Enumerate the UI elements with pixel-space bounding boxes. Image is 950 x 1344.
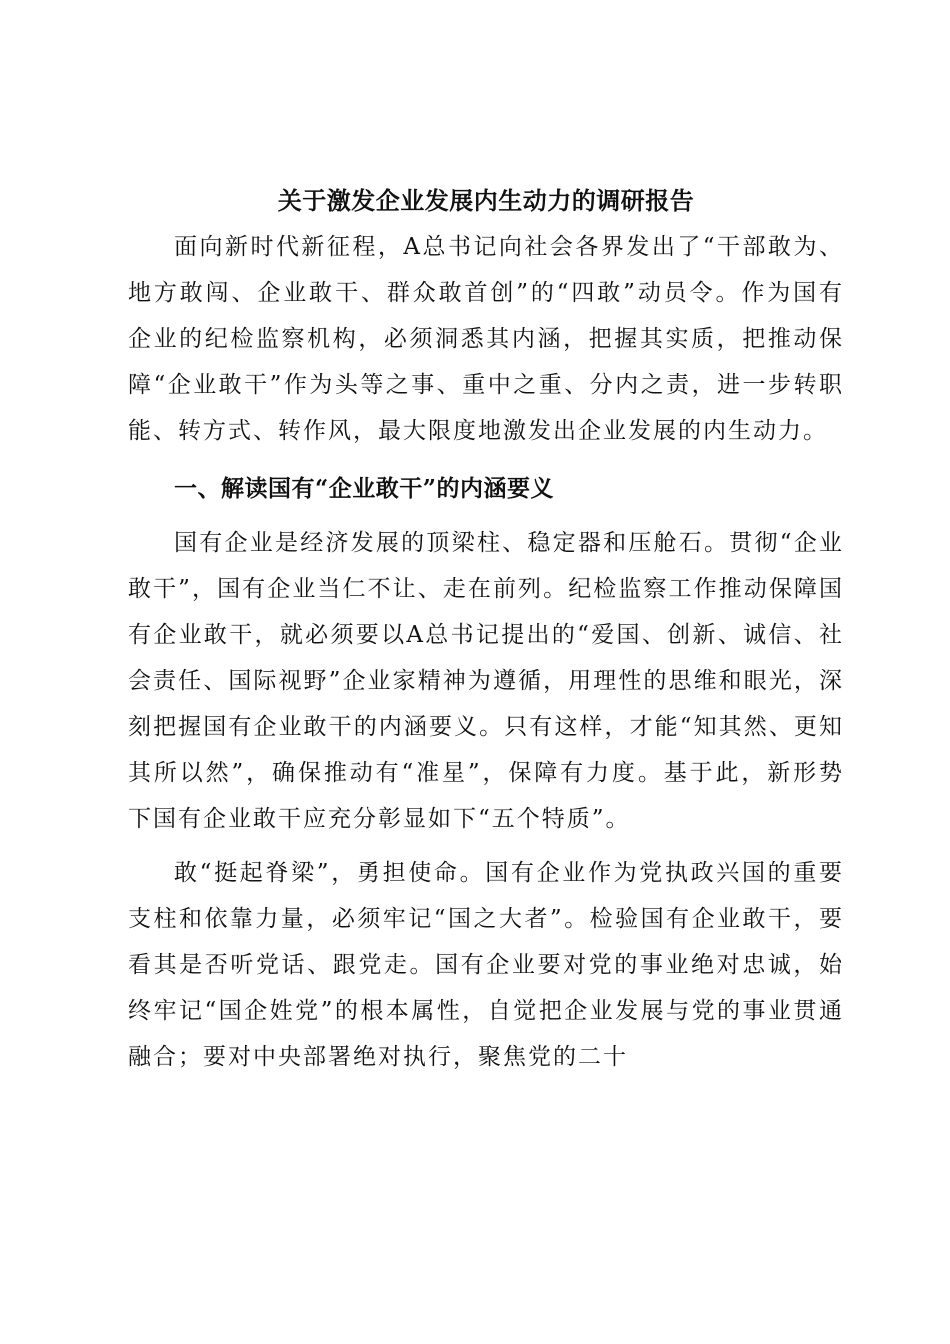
section-paragraph-1: 国有企业是经济发展的顶梁柱、稳定器和压舱石。贯彻“企业敢干”，国有企业当仁不让、走在前列。纪检监察工作推动保障国有企业敢干，就必须要以A总书记提出的“爱国、创新、诚信、社会责任、国际视野”企业家精神为遵循，用理性的思维和眼光，深刻把握国有企业敢干的内涵要义。只有这样，才能“知其然、更知其所以然”，确保推动有“准星”，保障有力度。基于此，新形势下国有企业敢干应充分彰显如下“五个特质”。 xyxy=(128,530,844,832)
document-body xyxy=(128,178,844,1080)
section-heading: 一、解读国有“企业敢干”的内涵要义 xyxy=(174,475,554,502)
section-paragraph-2: 敢“挺起脊梁”，勇担使命。国有企业作为党执政兴国的重要支柱和依靠力量，必须牢记“国之大者”。检验国有企业敢干，要看其是否听党话、跟党走。国有企业要对党的事业绝对忠诚，始终牢记“国企姓党”的根本属性，自觉把企业发展与党的事业贯通融合；要对中央部署绝对执行，聚焦党的二十 xyxy=(128,860,844,1070)
intro-paragraph: 面向新时代新征程，A总书记向社会各界发出了“干部敢为、地方敢闯、企业敢干、群众敢首创”的“四敢”动员令。作为国有企业的纪检监察机构，必须洞悉其内涵，把握其实质，把推动保障“企业敢干”作为头等之事、重中之重、分内之责，进一步转职能、转方式、转作风，最大限度地激发出企业发展的内生动力。 xyxy=(128,234,844,444)
document-title: 关于激发企业发展内生动力的调研报告 xyxy=(277,186,695,215)
